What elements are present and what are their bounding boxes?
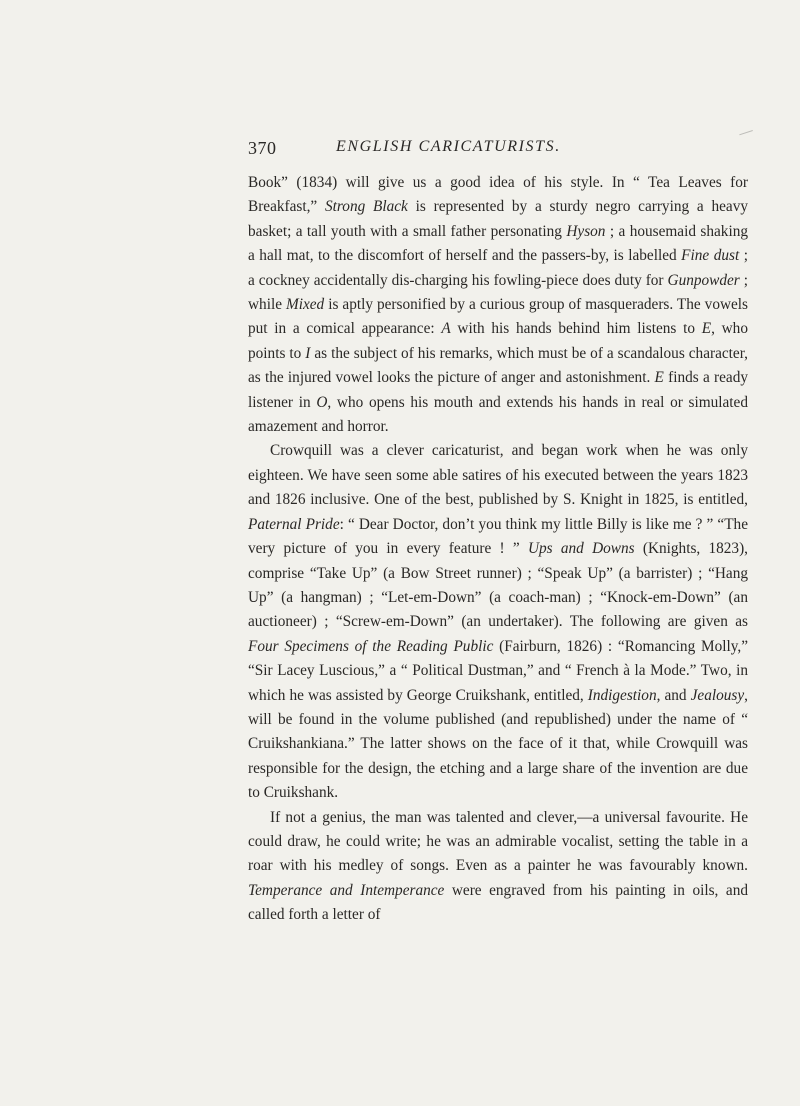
italic-title: Strong Black xyxy=(325,198,408,216)
running-title: ENGLISH CARICATURISTS. xyxy=(336,138,561,155)
italic-title: Jealousy xyxy=(690,686,745,704)
italic-title: E xyxy=(654,369,664,387)
page-number: 370 xyxy=(248,138,277,158)
body-text xyxy=(248,171,748,928)
italic-title: Gunpowder xyxy=(667,271,740,289)
italic-title: Fine dust xyxy=(681,247,740,265)
italic-title: A xyxy=(441,320,451,338)
italic-title: Indigestion xyxy=(587,686,657,704)
italic-title: I xyxy=(305,344,311,362)
italic-title: Hyson xyxy=(566,222,606,240)
italic-title: E xyxy=(701,320,712,338)
paragraph-3: If not a genius, the man was talented and clever,—a universal favourite. He could draw, he could write; he was an admirable vocalist, setting the table in a roar with his medley of songs. Even as a painter he was favourably known. Temperance and Intemperance were engraved from his painting in oils, and called forth a letter of xyxy=(248,808,749,924)
italic-title: Paternal Pride xyxy=(248,515,340,533)
italic-title: Ups and Downs xyxy=(527,540,635,558)
paragraph-2: Crowquill was a clever caricaturist, and began work when he was only eighteen. We have seen some able satires of his executed between the years 1823 and 1826 inclusive. One of the best, published by S. Knight in 1825, is entitled, Paternal Pride: “ Dear Doctor, don’t you think my little Billy is like me ? ” “The very picture of you in every feature ! ” Ups and Downs (Knights, 1823), comprise “Take Up” (a Bow Street runner) ; “Speak Up” (a barrister) ; “Hang Up” (a hangman) ; “Let-em-Down” (a coach-man) ; “Knock-em-Down” (an auctioneer) ; “Screw-em-Down” (an undertaker). The following are given as Four Specimens of the Reading Public (Fairburn, 1826) : “Romancing Molly,” “Sir Lacey Luscious,” a “ Political Dustman,” and “ French à la Mode.” Two, in which he was assisted by George Cruikshank, entitled, Indigestion, and Jealousy, will be found in the volume published (and republished) under the name of “ Cruikshankiana.” The latter shows on the face of it that, while Crowquill was responsible for the design, the etching and a large share of the invention are due to Cruikshank. xyxy=(248,442,749,802)
italic-title: Temperance and Intemperance xyxy=(248,881,445,899)
paragraph-1: Book” (1834) will give us a good idea of his style. In “ Tea Leaves for Breakfast,” Strong Black is represented by a sturdy negro carrying a heavy basket; a tall youth with a small father personating Hyson ; a housemaid shaking a hall mat, to the discomfort of herself and the passers-by, is labelled Fine dust ; a cockney accidentally dis-charging his fowling-piece does duty for Gunpowder ; while Mixed is aptly personified by a curious group of masqueraders. The vowels put in a comical appearance: A with his hands behind him listens to E, who points to I as the subject of his remarks, which must be of a scandalous character, as the injured vowel looks the picture of anger and astonishment. E finds a ready listener in O, who opens his mouth and extends his hands in real or simulated amazement and horror. xyxy=(248,174,749,436)
italic-title: O xyxy=(316,393,328,411)
page-header xyxy=(248,138,768,162)
italic-title: Mixed xyxy=(285,296,325,314)
italic-title: Four Specimens of the Reading Public xyxy=(248,637,494,655)
